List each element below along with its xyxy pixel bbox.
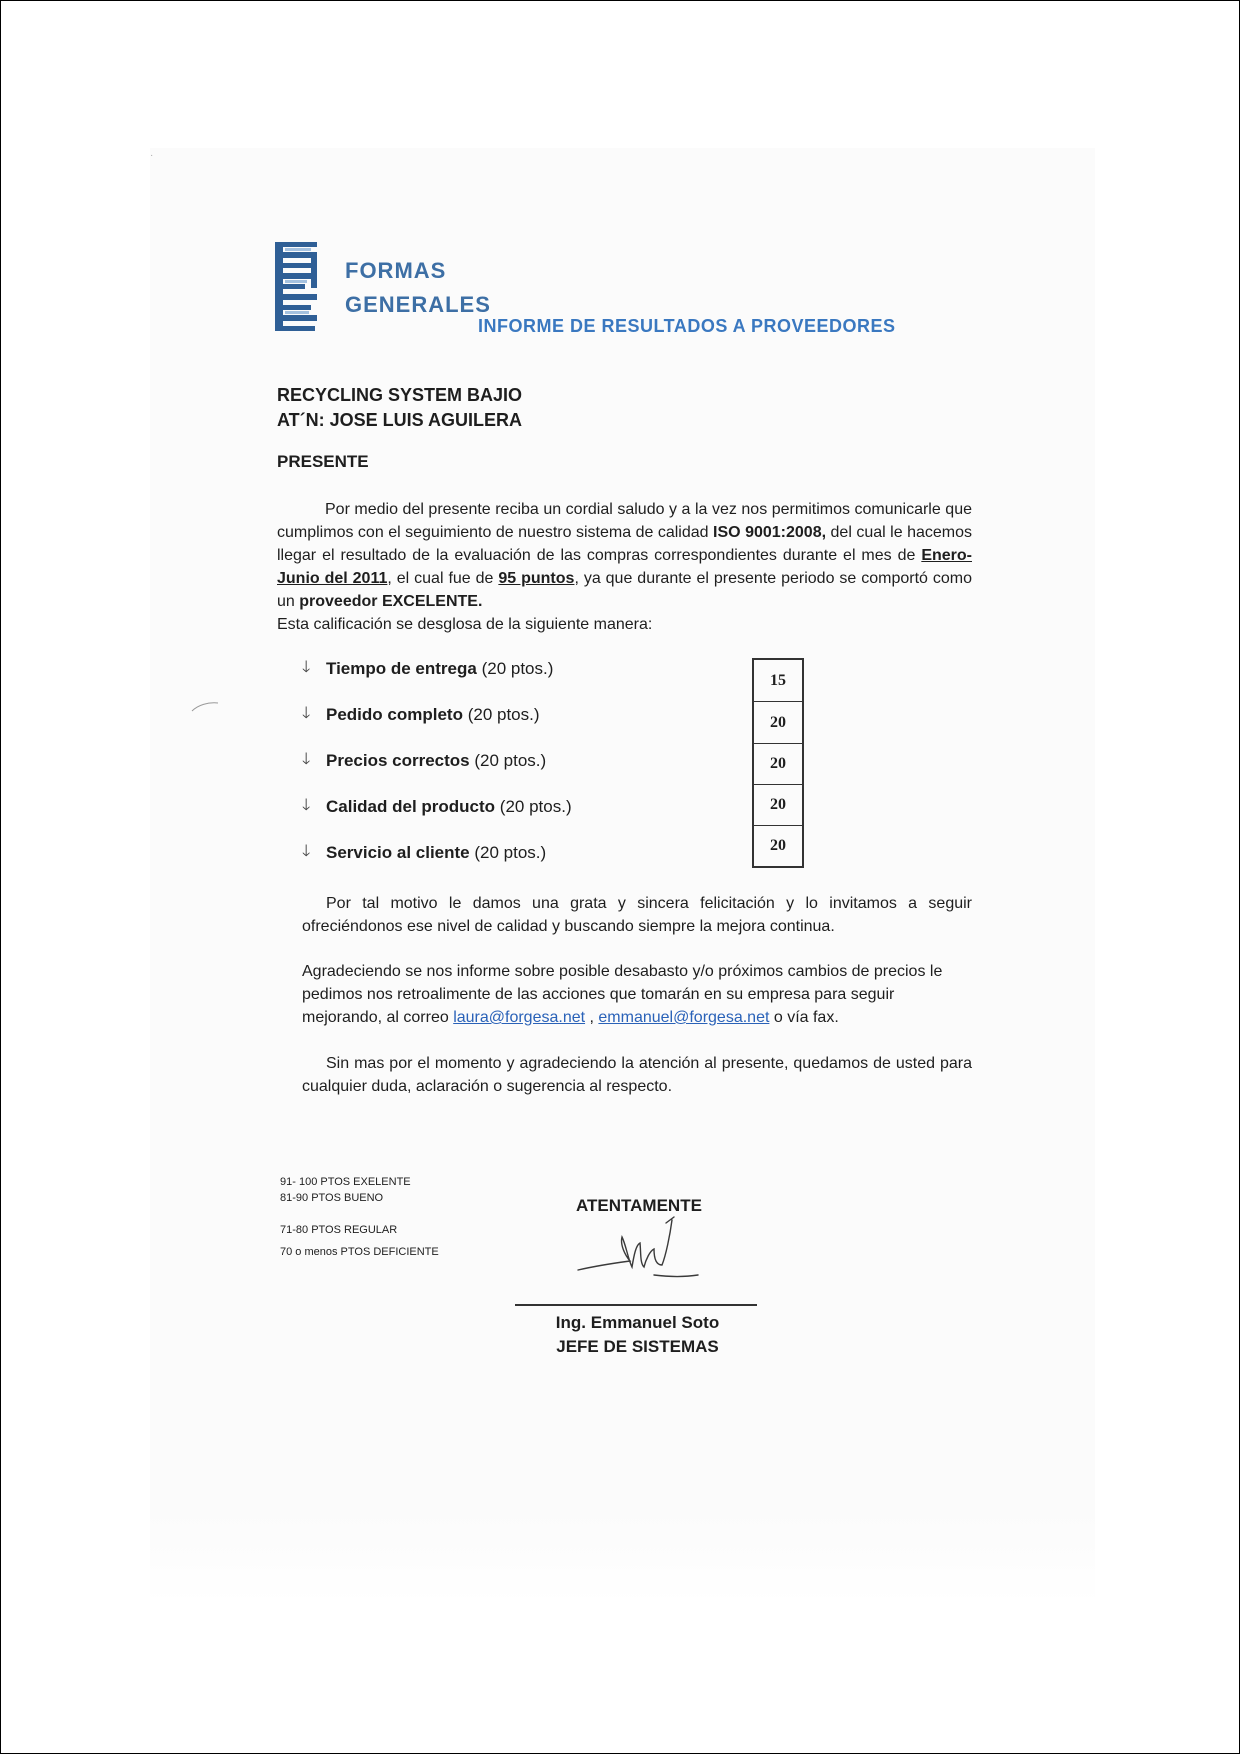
criterion-row [302, 702, 540, 728]
email-link-laura[interactable]: laura@forgesa.net [453, 1009, 586, 1026]
score-cell: 20 [770, 795, 786, 813]
recipient-attention: AT´N: JOSE LUIS AGUILERA [277, 410, 523, 430]
regards-label: ATENTAMENTE [576, 1196, 702, 1215]
signature-line [515, 1304, 757, 1306]
supplier-rating: proveedor EXCELENTE. [299, 593, 483, 610]
score-cell: 15 [770, 671, 786, 689]
arrow-down-icon: 🡓 [302, 658, 311, 676]
criterion-name: Servicio al cliente [326, 843, 470, 862]
recipient-company: RECYCLING SYSTEM BAJIO [277, 385, 523, 405]
intro-text-1: Por medio del presente reciba un cordial saludo y a la vez nos permitimos comunicarle que cumplimos con el seguimiento de nuestro sistema de calidad [277, 501, 972, 541]
report-title: INFORME DE RESULTADOS A PROVEEDORES [478, 316, 896, 336]
criterion-row [302, 748, 546, 774]
breakdown-intro: Esta calificación se desglosa de la siguiente manera: [277, 616, 653, 633]
signer-title: JEFE DE SISTEMAS [556, 1337, 719, 1356]
greeting: PRESENTE [277, 452, 369, 471]
congratulation-text: Por tal motivo le damos una grata y sincera felicitación y lo invitamos a seguir ofreciéndonos ese nivel de calidad y buscando siempre la mejora continua. [302, 895, 972, 935]
arrow-down-icon: 🡓 [302, 842, 311, 860]
total-score: 95 puntos [498, 570, 575, 587]
logo-text-formas: FORMAS [345, 258, 447, 283]
arrow-down-icon: 🡓 [302, 750, 311, 768]
rating-scale [280, 1174, 439, 1260]
scanned-sheet [150, 148, 1095, 1513]
score-cell: 20 [770, 754, 786, 772]
intro-paragraph [277, 498, 972, 636]
score-table [752, 658, 804, 868]
feedback-paragraph [302, 960, 972, 1029]
arrow-down-icon: 🡓 [302, 796, 311, 814]
scanned-sheet-bottom [150, 1513, 1095, 1605]
feedback-text: Agradeciendo se nos informe sobre posible desabasto y/o próximos cambios de precios le pedimos nos retroalimente de las acciones que tomarán en su empresa para seguir mejorando, al correo [302, 963, 943, 1026]
closing-paragraph [302, 1052, 972, 1098]
criterion-max: (20 ptos.) [481, 659, 554, 678]
congratulation-paragraph [302, 892, 972, 938]
scale-deficient: 70 o menos PTOS DEFICIENTE [280, 1246, 439, 1258]
criterion-max: (20 ptos.) [474, 751, 547, 770]
intro-text-3: , el cual fue de [387, 570, 499, 587]
recipient-block [277, 383, 522, 433]
feedback-text-end: o vía fax. [769, 1009, 839, 1026]
scale-excellent: 91- 100 PTOS EXELENTE [280, 1176, 411, 1188]
signer-name: Ing. Emmanuel Soto [555, 1313, 720, 1332]
scale-good: 81-90 PTOS BUENO [280, 1192, 384, 1204]
arrow-down-icon: 🡓 [302, 704, 311, 722]
logo-text-generales: GENERALES [345, 292, 491, 317]
criterion-max: (20 ptos.) [499, 797, 572, 816]
criterion-row [302, 794, 572, 820]
closing-text: Sin mas por el momento y agradeciendo la atención al presente, quedamos de usted para cualquier duda, aclaración o sugerencia al respecto. [302, 1055, 972, 1095]
company-logo [275, 240, 490, 340]
scale-regular: 71-80 PTOS REGULAR [280, 1224, 398, 1236]
scan-mark: · [150, 150, 154, 161]
signer-block [500, 1311, 775, 1359]
scan-artifact [190, 700, 220, 714]
criterion-name: Pedido completo [326, 705, 463, 724]
criterion-max: (20 ptos.) [467, 705, 540, 724]
criterion-max: (20 ptos.) [474, 843, 547, 862]
email-link-emmanuel[interactable]: emmanuel@forgesa.net [598, 1009, 770, 1026]
score-cell: 20 [770, 836, 786, 854]
criterion-name: Tiempo de entrega [326, 659, 477, 678]
handwritten-signature [570, 1215, 700, 1295]
criterion-name: Calidad del producto [326, 797, 496, 816]
evaluation-period: Enero-Junio del 2011 [277, 547, 972, 587]
intro-text-4: , ya que durante el presente periodo se comportó como un [277, 570, 973, 610]
criterion-name: Precios correctos [326, 751, 470, 770]
criterion-row [302, 840, 546, 866]
criterion-row [302, 656, 553, 682]
score-cell: 20 [770, 713, 786, 731]
email-separator: , [585, 1009, 599, 1026]
iso-standard: ISO 9001:2008, [713, 524, 827, 541]
intro-text-2: del cual le hacemos llegar el resultado de la evaluación de las compras correspondientes durante el mes de [277, 524, 973, 564]
